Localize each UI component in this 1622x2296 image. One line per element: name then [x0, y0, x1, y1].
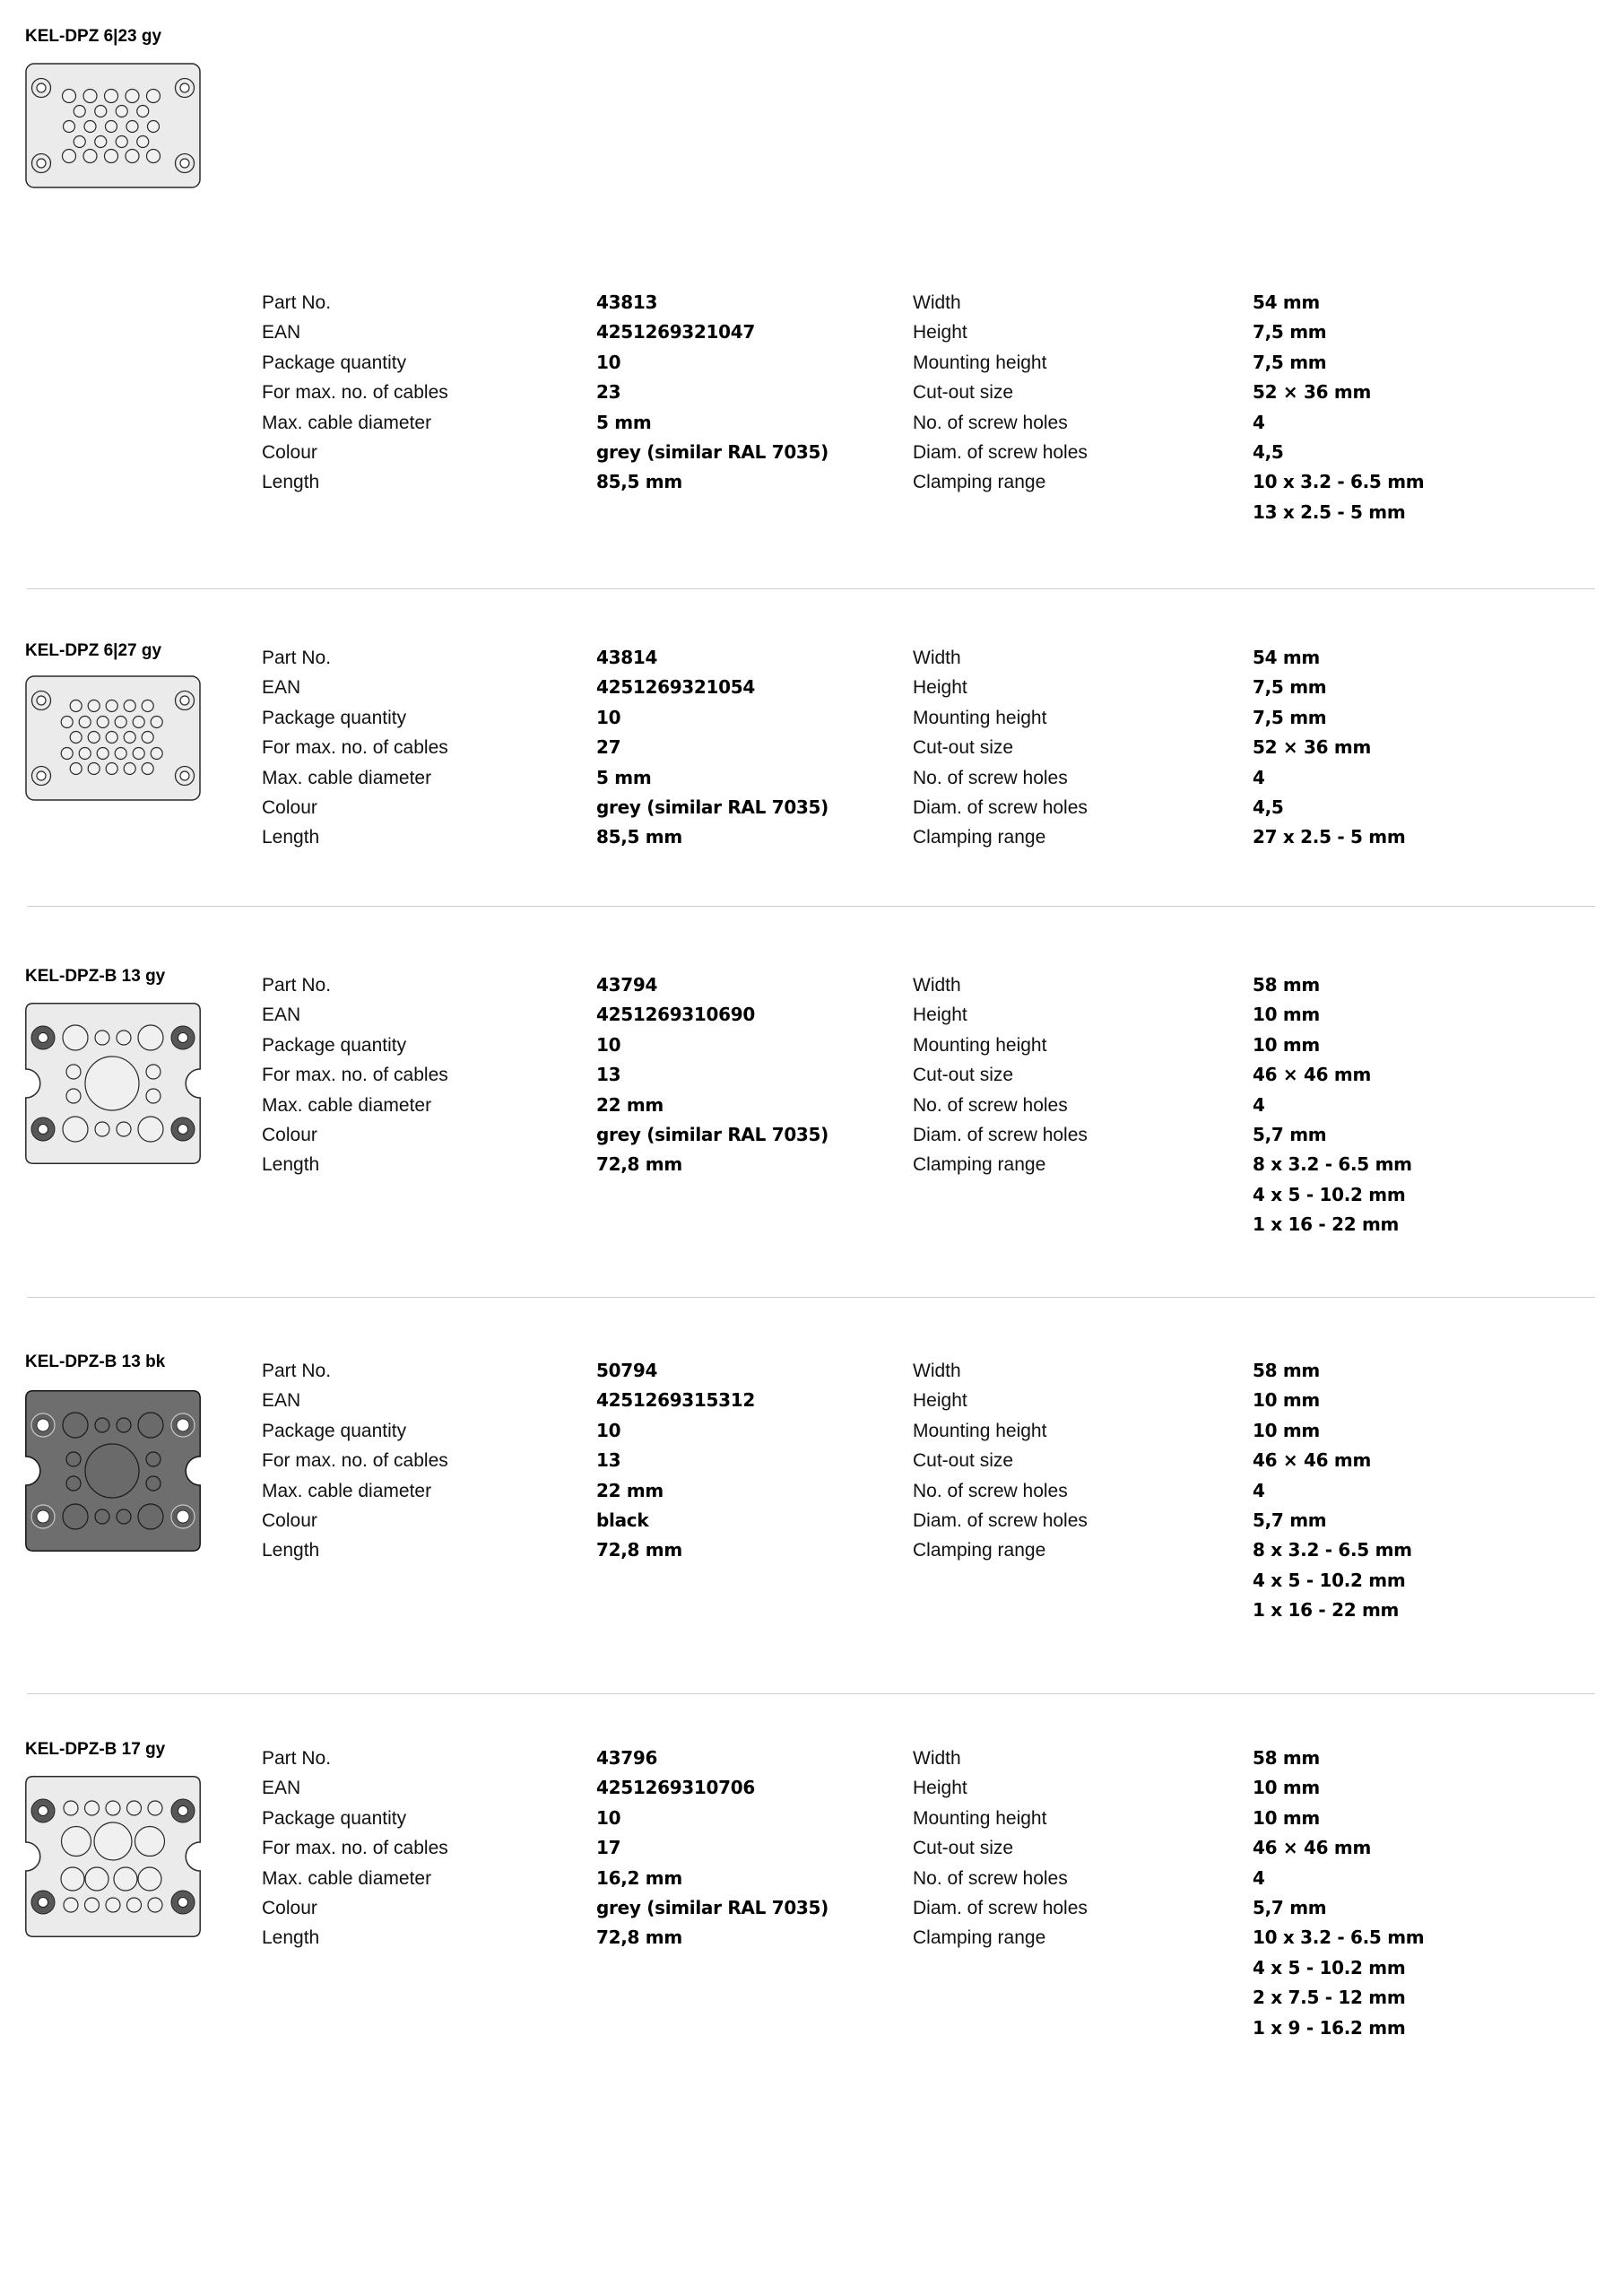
- product-title: KEL-DPZ 6|23 gy: [25, 27, 162, 46]
- spec-label: Height: [913, 1390, 967, 1412]
- spec-value-width: 54 mm: [1253, 291, 1320, 313]
- spec-value-max-cable-diameter: 22 mm: [596, 1093, 664, 1116]
- spec-label-spacer: [913, 1983, 1253, 2013]
- spec-label: Package quantity: [262, 1807, 407, 1829]
- spec-value-ean: 4251269315312: [596, 1389, 756, 1412]
- spec-value-ean: 4251269321047: [596, 321, 756, 344]
- spec-value-max-cables: 17: [596, 1837, 621, 1859]
- spec-label: Mounting height: [913, 1420, 1047, 1441]
- product-title: KEL-DPZ-B 17 gy: [25, 1740, 166, 1759]
- spec-label: Colour: [262, 797, 317, 819]
- spec-value-clamping-range: 2 x 7.5 - 12 mm: [1253, 1987, 1406, 2009]
- spec-label: Cut-out size: [913, 1450, 1014, 1472]
- spec-value-screw-holes: 4: [1253, 1093, 1265, 1116]
- spec-value-max-cables: 23: [596, 381, 621, 404]
- spec-value-mounting-height: 7,5 mm: [1253, 706, 1327, 728]
- spec-value-max-cable-diameter: 5 mm: [596, 411, 652, 433]
- spec-label: No. of screw holes: [913, 1867, 1068, 1889]
- spec-label-spacer: [913, 498, 1253, 527]
- spec-label: For max. no. of cables: [262, 1450, 448, 1472]
- spec-label: Package quantity: [262, 352, 407, 373]
- spec-value-screw-hole-diam: 4,5: [1253, 796, 1284, 819]
- spec-table-left: [262, 1744, 828, 1953]
- section-divider: [27, 1297, 1595, 1298]
- section-divider: [27, 1693, 1595, 1694]
- spec-value-clamping-range: 27 x 2.5 - 5 mm: [1253, 826, 1406, 848]
- spec-label: Clamping range: [913, 827, 1046, 848]
- spec-table-right: [913, 643, 1405, 853]
- spec-label-spacer: [913, 1180, 1253, 1210]
- spec-label: No. of screw holes: [913, 412, 1068, 433]
- spec-value-length: 85,5 mm: [596, 826, 682, 848]
- spec-label-spacer: [913, 1566, 1253, 1596]
- spec-label: Clamping range: [913, 472, 1046, 493]
- product-title: KEL-DPZ 6|27 gy: [25, 641, 162, 660]
- spec-value-screw-hole-diam: 5,7 mm: [1253, 1509, 1327, 1532]
- spec-value-height: 10 mm: [1253, 1389, 1320, 1412]
- spec-label: No. of screw holes: [913, 767, 1068, 788]
- spec-value-ean: 4251269321054: [596, 676, 756, 699]
- spec-label-spacer: [913, 2013, 1253, 2043]
- spec-value-mounting-height: 7,5 mm: [1253, 351, 1327, 373]
- spec-value-package-quantity: 10: [596, 1419, 621, 1441]
- spec-value-screw-hole-diam: 4,5: [1253, 441, 1284, 464]
- spec-value-colour: black: [596, 1509, 649, 1532]
- spec-value-clamping-range: 1 x 9 - 16.2 mm: [1253, 2016, 1406, 2039]
- spec-table-right: [913, 1744, 1424, 2043]
- product-title: KEL-DPZ-B 13 bk: [25, 1352, 166, 1371]
- spec-label: Height: [913, 322, 967, 344]
- spec-table-left: [262, 1356, 755, 1566]
- spec-label: Package quantity: [262, 1034, 407, 1056]
- spec-label: Colour: [262, 1125, 317, 1146]
- spec-label: Width: [913, 292, 961, 313]
- spec-label: Mounting height: [913, 1807, 1047, 1829]
- spec-value-max-cable-diameter: 5 mm: [596, 766, 652, 788]
- spec-label: EAN: [262, 1390, 301, 1412]
- spec-label: EAN: [262, 1004, 301, 1026]
- spec-value-part-no: 43814: [596, 647, 658, 668]
- spec-label: EAN: [262, 322, 301, 344]
- spec-value-ean: 4251269310690: [596, 1004, 756, 1026]
- spec-label: Cut-out size: [913, 737, 1014, 759]
- spec-label: Diam. of screw holes: [913, 1125, 1088, 1146]
- spec-value-colour: grey (similar RAL 7035): [596, 796, 829, 819]
- spec-value-screw-holes: 4: [1253, 411, 1265, 433]
- spec-label: For max. no. of cables: [262, 737, 448, 759]
- spec-table-left: [262, 970, 828, 1180]
- spec-value-screw-holes: 4: [1253, 766, 1265, 788]
- spec-label: Length: [262, 827, 320, 848]
- spec-value-width: 58 mm: [1253, 1747, 1320, 1769]
- spec-label: For max. no. of cables: [262, 1065, 448, 1086]
- spec-value-colour: grey (similar RAL 7035): [596, 1124, 829, 1146]
- spec-value-cutout-size: 46 × 46 mm: [1253, 1064, 1371, 1086]
- spec-label: Clamping range: [913, 1927, 1046, 1949]
- spec-label: Length: [262, 472, 320, 493]
- spec-label: Height: [913, 1778, 967, 1799]
- spec-label: Max. cable diameter: [262, 412, 432, 433]
- spec-value-length: 72,8 mm: [596, 1926, 682, 1949]
- spec-label: Max. cable diameter: [262, 1867, 432, 1889]
- spec-table-left: [262, 288, 828, 498]
- spec-value-height: 10 mm: [1253, 1004, 1320, 1026]
- spec-value-part-no: 43794: [596, 974, 658, 996]
- spec-table-right: [913, 1356, 1412, 1626]
- spec-label: Diam. of screw holes: [913, 442, 1088, 464]
- spec-value-cutout-size: 52 × 36 mm: [1253, 736, 1371, 759]
- spec-label: Cut-out size: [913, 1065, 1014, 1086]
- spec-value-part-no: 50794: [596, 1360, 658, 1381]
- spec-label: Diam. of screw holes: [913, 797, 1088, 819]
- spec-label-spacer: [913, 1596, 1253, 1625]
- spec-label: Width: [913, 1748, 961, 1769]
- spec-label: No. of screw holes: [913, 1094, 1068, 1116]
- spec-value-height: 7,5 mm: [1253, 321, 1327, 344]
- spec-label: Length: [262, 1540, 320, 1561]
- product-image-kel-dpz-6-23: [25, 63, 201, 193]
- spec-label: For max. no. of cables: [262, 382, 448, 404]
- spec-value-width: 58 mm: [1253, 974, 1320, 996]
- spec-value-mounting-height: 10 mm: [1253, 1033, 1320, 1056]
- spec-value-cutout-size: 46 × 46 mm: [1253, 1837, 1371, 1859]
- spec-value-cutout-size: 52 × 36 mm: [1253, 381, 1371, 404]
- spec-label: Width: [913, 975, 961, 996]
- spec-value-width: 54 mm: [1253, 647, 1320, 668]
- product-image-kel-dpz-b-13-gy: [25, 1003, 201, 1169]
- spec-value-clamping-range: 4 x 5 - 10.2 mm: [1253, 1183, 1406, 1205]
- spec-label: For max. no. of cables: [262, 1838, 448, 1859]
- spec-label: Diam. of screw holes: [913, 1898, 1088, 1919]
- spec-label: Clamping range: [913, 1540, 1046, 1561]
- spec-label: Part No.: [262, 975, 332, 996]
- spec-label: EAN: [262, 677, 301, 699]
- spec-label: Mounting height: [913, 707, 1047, 728]
- spec-value-max-cables: 13: [596, 1449, 621, 1472]
- spec-label: Cut-out size: [913, 1838, 1014, 1859]
- spec-label: Max. cable diameter: [262, 1094, 432, 1116]
- spec-value-max-cable-diameter: 22 mm: [596, 1479, 664, 1501]
- spec-value-package-quantity: 10: [596, 351, 621, 373]
- spec-label: Clamping range: [913, 1154, 1046, 1176]
- spec-label: Max. cable diameter: [262, 767, 432, 788]
- spec-label: Part No.: [262, 1748, 332, 1769]
- spec-label: Part No.: [262, 292, 332, 313]
- spec-value-mounting-height: 10 mm: [1253, 1419, 1320, 1441]
- spec-value-ean: 4251269310706: [596, 1777, 756, 1799]
- spec-label: Length: [262, 1927, 320, 1949]
- spec-value-colour: grey (similar RAL 7035): [596, 1897, 829, 1919]
- spec-label: Colour: [262, 1510, 317, 1532]
- spec-value-clamping-range: 10 x 3.2 - 6.5 mm: [1253, 1926, 1425, 1949]
- spec-value-part-no: 43796: [596, 1747, 658, 1769]
- spec-value-package-quantity: 10: [596, 1033, 621, 1056]
- spec-value-length: 85,5 mm: [596, 471, 682, 493]
- spec-table-right: [913, 288, 1424, 527]
- spec-label: Mounting height: [913, 352, 1047, 373]
- spec-table-right: [913, 970, 1412, 1240]
- spec-label: EAN: [262, 1778, 301, 1799]
- spec-label: Width: [913, 648, 961, 668]
- spec-value-mounting-height: 10 mm: [1253, 1806, 1320, 1829]
- product-image-kel-dpz-b-17-gy: [25, 1776, 201, 1942]
- spec-value-clamping-range: 8 x 3.2 - 6.5 mm: [1253, 1539, 1412, 1561]
- spec-value-clamping-range: 4 x 5 - 10.2 mm: [1253, 1569, 1406, 1591]
- spec-label: Package quantity: [262, 1420, 407, 1441]
- section-divider: [27, 906, 1595, 907]
- spec-value-max-cables: 27: [596, 736, 621, 759]
- spec-table-left: [262, 643, 828, 853]
- spec-value-clamping-range: 1 x 16 - 22 mm: [1253, 1213, 1400, 1236]
- spec-value-package-quantity: 10: [596, 1806, 621, 1829]
- spec-label: Width: [913, 1361, 961, 1381]
- spec-value-length: 72,8 mm: [596, 1153, 682, 1176]
- spec-value-height: 7,5 mm: [1253, 676, 1327, 699]
- spec-label: Package quantity: [262, 707, 407, 728]
- spec-value-length: 72,8 mm: [596, 1539, 682, 1561]
- spec-value-screw-hole-diam: 5,7 mm: [1253, 1124, 1327, 1146]
- spec-value-screw-hole-diam: 5,7 mm: [1253, 1897, 1327, 1919]
- spec-value-colour: grey (similar RAL 7035): [596, 441, 829, 464]
- spec-value-clamping-range: 1 x 16 - 22 mm: [1253, 1599, 1400, 1622]
- spec-value-clamping-range: 13 x 2.5 - 5 mm: [1253, 500, 1406, 523]
- product-image-kel-dpz-b-13-bk: [25, 1390, 201, 1556]
- section-divider: [27, 588, 1595, 589]
- spec-label: Length: [262, 1154, 320, 1176]
- spec-label: Part No.: [262, 1361, 332, 1381]
- spec-label: Mounting height: [913, 1034, 1047, 1056]
- spec-value-clamping-range: 8 x 3.2 - 6.5 mm: [1253, 1153, 1412, 1176]
- spec-label: Cut-out size: [913, 382, 1014, 404]
- spec-value-screw-holes: 4: [1253, 1866, 1265, 1889]
- product-image-kel-dpz-6-27: [25, 675, 201, 805]
- spec-label: No. of screw holes: [913, 1480, 1068, 1501]
- spec-label: Colour: [262, 1898, 317, 1919]
- spec-label: Diam. of screw holes: [913, 1510, 1088, 1532]
- spec-label-spacer: [913, 1953, 1253, 1983]
- spec-label: Part No.: [262, 648, 332, 668]
- spec-value-height: 10 mm: [1253, 1777, 1320, 1799]
- spec-label: Colour: [262, 442, 317, 464]
- spec-value-clamping-range: 10 x 3.2 - 6.5 mm: [1253, 471, 1425, 493]
- spec-label: Height: [913, 1004, 967, 1026]
- spec-value-clamping-range: 4 x 5 - 10.2 mm: [1253, 1956, 1406, 1979]
- spec-value-max-cables: 13: [596, 1064, 621, 1086]
- spec-label-spacer: [913, 1210, 1253, 1239]
- spec-value-max-cable-diameter: 16,2 mm: [596, 1866, 682, 1889]
- spec-value-cutout-size: 46 × 46 mm: [1253, 1449, 1371, 1472]
- spec-value-width: 58 mm: [1253, 1360, 1320, 1381]
- spec-value-package-quantity: 10: [596, 706, 621, 728]
- product-title: KEL-DPZ-B 13 gy: [25, 967, 166, 986]
- spec-label: Height: [913, 677, 967, 699]
- spec-label: Max. cable diameter: [262, 1480, 432, 1501]
- spec-value-part-no: 43813: [596, 291, 658, 313]
- spec-value-screw-holes: 4: [1253, 1479, 1265, 1501]
